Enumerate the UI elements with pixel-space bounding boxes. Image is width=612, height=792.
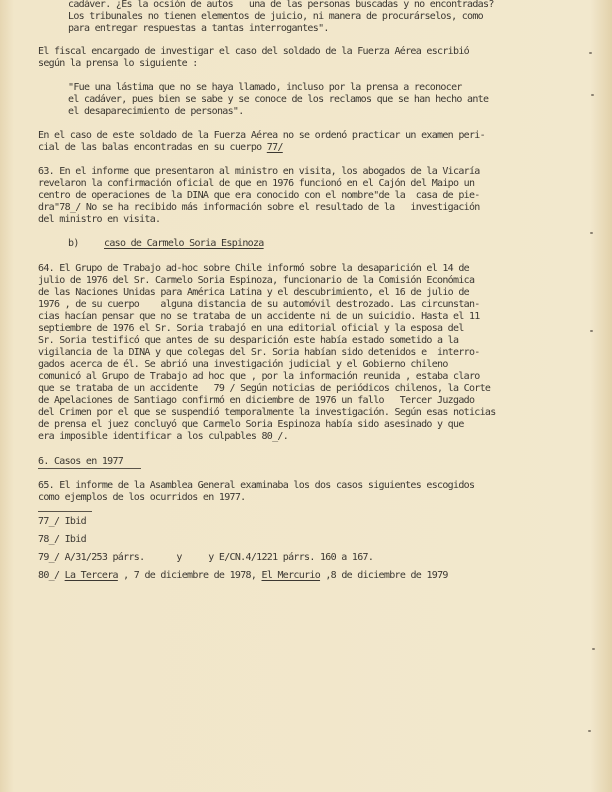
- section-heading: 6. Casos en 1977: [38, 456, 124, 467]
- paper-speck: [591, 94, 594, 96]
- footnote-79: 79_/ A/31/253 párrs. y y E/CN.4/1221 párrs. 160 a 167.: [38, 552, 374, 563]
- paragraph-line: [38, 142, 283, 154]
- paragraph-63-line: revelaron la confirmación oficial de que en 1976 funcionó en el Cajón del Maipo un: [38, 178, 475, 189]
- quote-line: "Fue una lástima que no se haya llamado, incluso por la prensa a reconocer: [68, 82, 462, 93]
- paragraph-line: según la prensa lo siguiente :: [38, 58, 198, 69]
- quote-line: el desaparecimiento de personas".: [68, 106, 244, 117]
- heading-rule: [38, 468, 141, 469]
- footnote-80: [38, 570, 448, 582]
- footnote-text: ,8 de diciembre de 1979: [320, 570, 448, 581]
- paragraph-line: En el caso de este soldado de la Fuerza Aérea no se ordenó practicar un examen peri-: [38, 130, 485, 141]
- paper-speck: [590, 232, 593, 234]
- paragraph-64-line: de las Naciones Unidas para América Latina y el descubrimiento, el 16 de julio de: [38, 287, 469, 298]
- footnote-text: , 7 de diciembre de 1978,: [117, 570, 262, 581]
- paragraph-64-line: era imposible identificar a los culpables 80_/.: [38, 431, 289, 442]
- paragraph-64-line: vigilancia de la DINA y que colegas del Sr. Soria habían sido detenidos e interro-: [38, 347, 480, 358]
- paper-speck: [592, 648, 595, 650]
- paragraph-65-line: 65. El informe de la Asamblea General examinaba los dos casos siguientes escogidos: [38, 480, 475, 491]
- paper-speck: [588, 730, 591, 732]
- paragraph-64-line: septiembre de 1976 el Sr. Soria trabajó en una editorial oficial y la esposa del: [38, 323, 464, 334]
- quote-line: para entregar respuestas a tantas interrogantes".: [68, 23, 329, 34]
- paragraph-64-line: que se trataba de un accidente 79 / Según noticias de periódicos chilenos, la Corte: [38, 383, 491, 394]
- quote-line: cadáver. ¿Es la ocsión de autos una de las personas buscadas y no encontradas?: [68, 0, 494, 10]
- footnote-ref-77: 77/: [266, 142, 283, 153]
- paragraph-64-line: de prensa el juez concluyó que Carmelo Soria Espinoza había sido asesinado y que: [38, 419, 464, 430]
- paragraph-64-line: de Apelaciones de Santiago confirmó en diciembre de 1976 un fallo Tercer Juzgado: [38, 395, 475, 406]
- newspaper-name: La Tercera: [64, 570, 118, 581]
- paragraph-63-line: 63. En el informe que presentaron al ministro en visita, los abogados de la Vicaría: [38, 166, 480, 177]
- paragraph-64-line: cias hacían pensar que no se trataba de un accidente ni de un suicidio. Hasta el 11: [38, 311, 480, 322]
- quote-line: Los tribunales no tienen elementos de juicio, ni manera de procurárselos, como: [68, 11, 483, 22]
- newspaper-name: El Mercurio: [261, 570, 321, 581]
- paragraph-63-line: dra"78_/ No se ha recibido más información sobre el resultado de la investigación: [38, 202, 480, 213]
- paragraph-64-line: julio de 1976 del Sr. Carmelo Soria Espinoza, funcionario de la Comisión Económica: [38, 275, 475, 286]
- paragraph-text: cial de las balas encontradas en su cuerpo: [38, 142, 267, 153]
- paragraph-64-line: gados acerca de él. Se abrió una investigación judicial y el Gobierno chileno: [38, 359, 448, 370]
- section-heading: caso de Carmelo Soria Espinoza: [104, 238, 264, 249]
- paper-speck: [590, 330, 593, 332]
- footnote-78: 78_/ Ibid: [38, 534, 86, 545]
- paragraph-64-line: del Crimen por el que se suspendió temporalmente la investigación. Según esas noticias: [38, 407, 496, 418]
- paper-speck: [589, 52, 592, 54]
- footnote-separator: [38, 511, 92, 512]
- paragraph-64-line: 1976 , de su cuerpo alguna distancia de su automóvil destrozado. Las circunstan-: [38, 299, 480, 310]
- paragraph-63-line: del ministro en visita.: [38, 214, 161, 225]
- paragraph-64-line: Sr. Soria testificó que antes de su desparición este había estado sometido a la: [38, 335, 459, 346]
- quote-line: el cadáver, pues bien se sabe y se conoce de los reclamos que se han hecho ante: [68, 94, 489, 105]
- footnote-77: 77_/ Ibid: [38, 516, 86, 527]
- paragraph-line: El fiscal encargado de investigar el caso del soldado de la Fuerza Aérea escribió: [38, 46, 469, 57]
- paragraph-65-line: como ejemplos de los ocurridos en 1977.: [38, 492, 246, 503]
- paragraph-63-line: centro de operaciones de la DINA que era conocido con el nombre"de la casa de pie-: [38, 190, 480, 201]
- footnote-label: 80_/: [38, 570, 60, 581]
- paragraph-64-line: 64. El Grupo de Trabajo ad-hoc sobre Chile informó sobre la desaparición el 14 de: [38, 263, 469, 274]
- section-marker: b): [68, 238, 79, 249]
- paragraph-64-line: comunicó al Grupo de Trabajo ad hoc que , por la información reunida , estaba claro: [38, 371, 480, 382]
